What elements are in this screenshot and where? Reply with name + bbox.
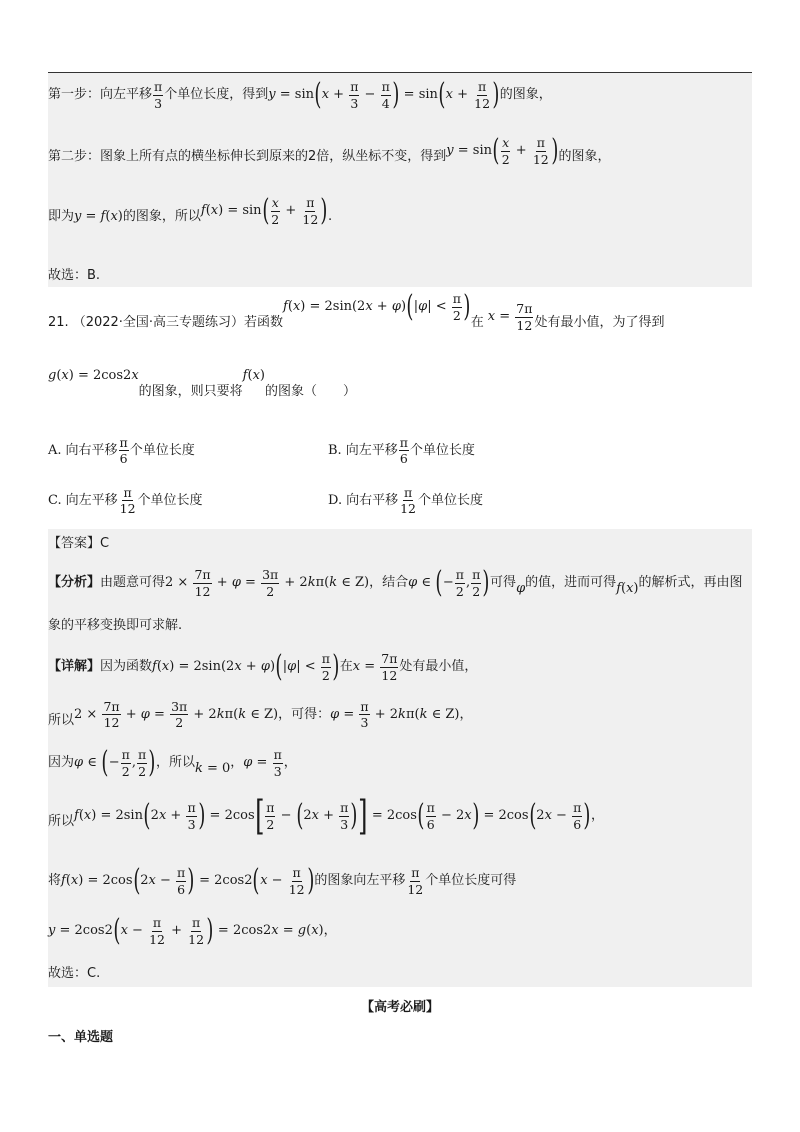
detail-line3: 因为 φ ∈ ( − $\frac{\pi}{2}$ , $\frac{\pi}{2}$ ) ，所以 k = 0 ， φ = $\frac{\pi}{3}$ ， (48, 745, 297, 780)
formula-step2: y (446, 143, 454, 159)
analysis-line2: 象的平移变换即可求解. (48, 618, 183, 633)
section-heading: 【高考必刷】 (360, 1000, 439, 1015)
option-c[interactable]: C. 向左平移 $\frac{\pi}{12}$ 个单位长度 (48, 485, 203, 517)
answer-label: 【答案】C (48, 536, 110, 551)
question-number: 21. (48, 315, 69, 331)
question-21-line1: 21. （2022·全国·高三专题练习）若函数 f ( x ) = 2sin(2 x + φ ) ( | φ | < $\frac{\pi}{2}$ ) 在 x = $\frac{7\pi}{12}$ 处有最小值，为了得到 (48, 289, 665, 333)
detail-line4: 所以 f ( x ) = 2sin ( 2 x + $\frac{\pi}{3}$ ) = 2cos [ $\frac{\pi}{2}$ − ( 2 x + $\frac{\pi}{3}$ ) ] = 2cos ( $\frac{\pi}{6}$ − 2 x ) = 2cos ( 2 x − $\frac{\pi}{6}$ ) ， (48, 793, 605, 839)
final-answer: 故选：C. (48, 966, 101, 981)
detail-line5: 将 f ( x ) = 2cos ( 2 x − $\frac{\pi}{6}$ ) = 2cos2 ( x − $\frac{\pi}{12}$ ) 的图象向左平移 $\frac{\pi}{12}$ 个单位长度可得 (48, 863, 517, 898)
subsection-heading: 一、单选题 (48, 1030, 114, 1045)
step2-line: 第二步：图象上所有点的横坐标伸长到原来的2倍，纵坐标不变，得到 y = sin ( $\frac{x}{2}$ + $\frac{\pi}{12}$ ) 的图象， (48, 133, 611, 168)
option-d[interactable]: D. 向右平移 $\frac{\pi}{12}$ 个单位长度 (328, 485, 484, 517)
question-21-line2: g ( x ) = 2cos2 x 的图象，则只要将 f ( x ) 的图象（ ） (48, 368, 356, 399)
previous-answer: 故选：B. (48, 268, 101, 283)
detail-line1: 【详解】 因为函数 f ( x ) = 2sin(2 x + φ ) ( | φ | < $\frac{\pi}{2}$ ) 在 x = $\frac{7\pi}{12}$ 处有最小值， (48, 649, 478, 684)
step3-line: 即为 y = f ( x ) 的图象，所以 f ( x ) = sin ( $\frac{x}{2}$ + $\frac{\pi}{12}$ ) . (48, 193, 333, 228)
option-b[interactable]: B. 向左平移 $\frac{\pi}{6}$ 个单位长度 (328, 435, 475, 467)
detail-line2: 所以 2 × $\frac{7\pi}{12}$ + φ = $\frac{3\pi}{2}$ + 2 k π( k ∈ Z) ，可得： φ = $\frac{\pi}{3}$ + 2 k π( k ∈ Z) ， (48, 699, 473, 731)
detail-line6: y = 2cos2 ( x − $\frac{\pi}{12}$ + $\frac{\pi}{12}$ ) = 2cos2 x = g ( x ) ， (48, 913, 337, 948)
option-a[interactable]: A. 向右平移 $\frac{\pi}{6}$ 个单位长度 (48, 435, 195, 467)
question-function: f (283, 299, 288, 315)
formula-step1: y (268, 87, 276, 103)
analysis-line1: 【分析】 由题意可得 2 × $\frac{7\pi}{12}$ + φ = $\frac{3\pi}{2}$ + 2 k π( k ∈ Z) ，结合 φ ∈ ( − $\frac{\pi}{2}$ , $\frac{\pi}{2}$ ) 可得 φ 的值，进而可得 f ( x ) 的解析式，再由图 (48, 565, 743, 600)
step1-line: 第一步：向左平移 $\frac{\pi}{3}$ 个单位长度，得到 y = sin ( x + $\frac{\pi}{3}$ − $\frac{\pi}{4}$ ) = sin ( x + $\frac{\pi}{12}$ ) 的图象， (48, 77, 552, 112)
